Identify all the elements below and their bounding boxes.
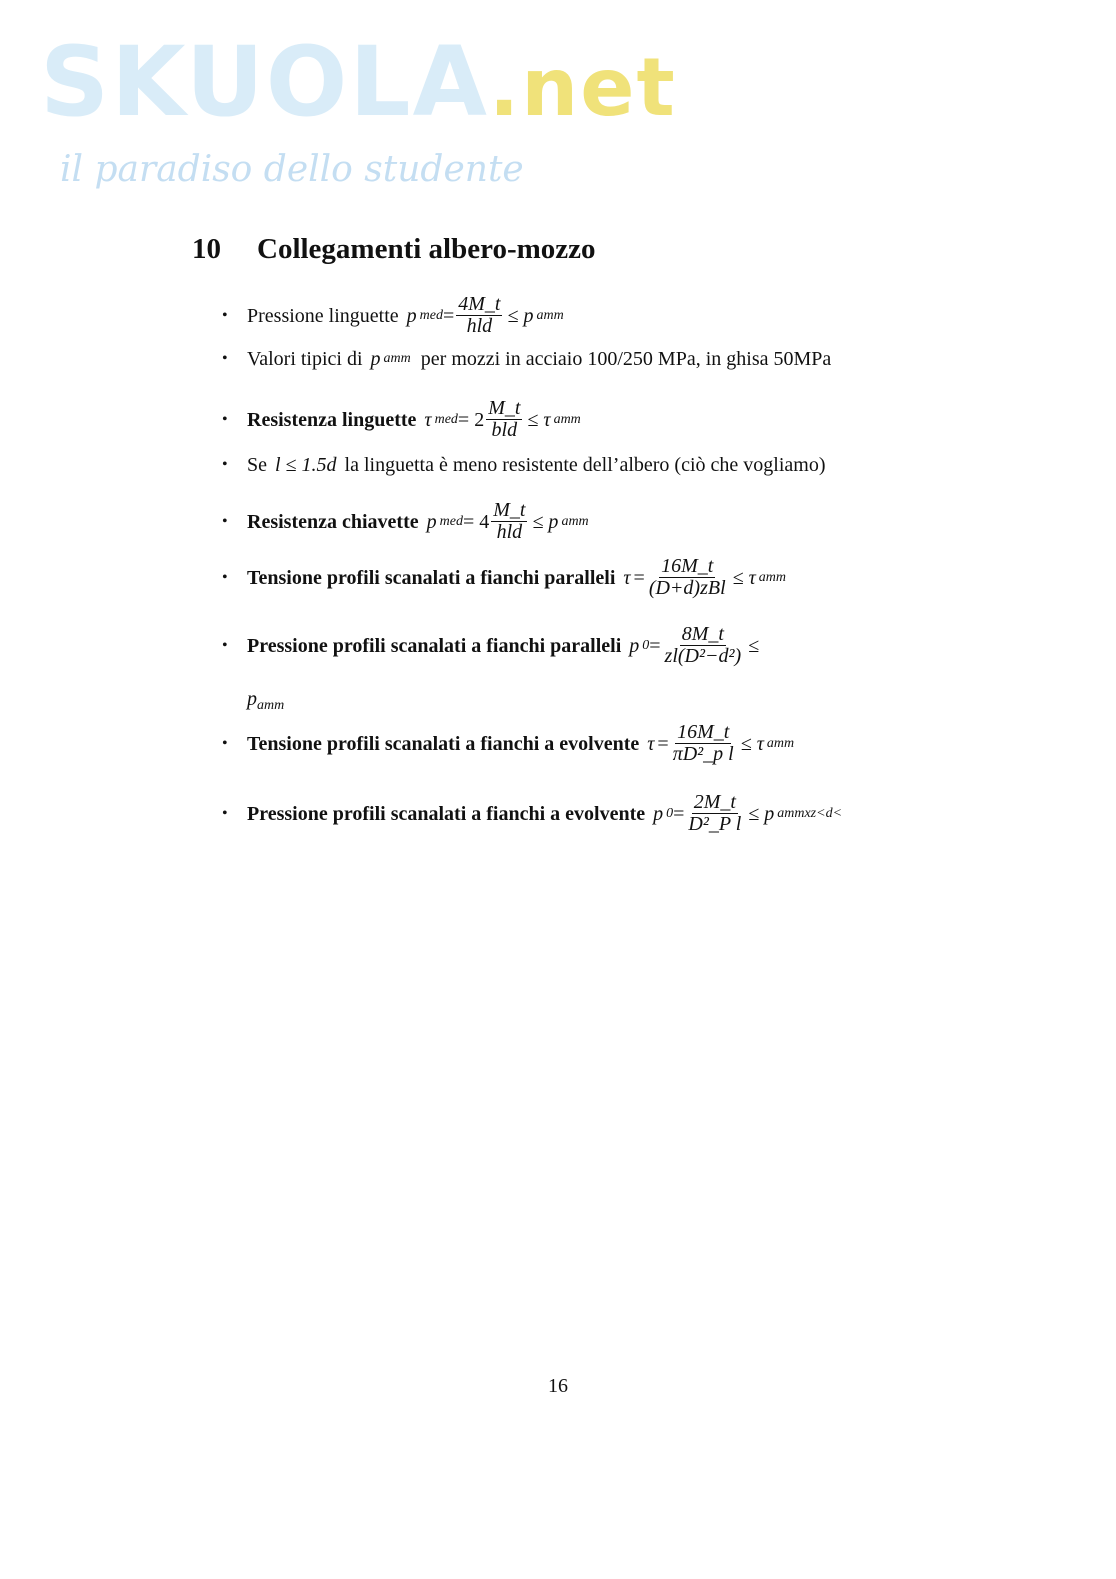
bullet-icon: • xyxy=(222,804,228,822)
math-subscript: amm xyxy=(257,698,285,713)
fraction-numerator: 16M_t xyxy=(677,721,730,743)
bullet-icon: • xyxy=(222,512,228,530)
bullet-icon: • xyxy=(222,350,228,368)
item-label: Resistenza linguette xyxy=(247,408,417,431)
line-continuation xyxy=(247,688,284,713)
math-subscript: amm xyxy=(561,513,589,529)
math-symbol: p xyxy=(370,348,381,370)
bullet-icon: • xyxy=(222,734,228,752)
math-lhs: τ xyxy=(623,566,631,589)
fraction-numerator: 16M_t xyxy=(661,555,714,577)
math-operator: = 4 xyxy=(462,510,490,533)
item-label: Valori tipici di xyxy=(247,348,363,370)
math-operator: = xyxy=(633,566,645,589)
list-item xyxy=(222,792,842,835)
list-item xyxy=(222,294,564,337)
fraction-denominator: hld xyxy=(496,521,523,543)
math-subscript: med xyxy=(439,513,463,529)
math-operator: = xyxy=(657,732,669,755)
math-rhs: ≤ p xyxy=(507,304,534,327)
math-fraction xyxy=(456,294,502,337)
math-fraction xyxy=(491,500,527,543)
item-label: Pressione linguette xyxy=(247,304,399,327)
list-item xyxy=(222,500,589,543)
watermark-tld: .net xyxy=(488,41,677,134)
item-label: Pressione profili scanalati a fianchi paralleli xyxy=(247,634,622,657)
math-operator: = xyxy=(673,802,685,825)
page-number: 16 xyxy=(548,1375,568,1397)
math-subscript: amm xyxy=(383,351,411,367)
section-number: 10 xyxy=(192,233,221,265)
math-subscript: med xyxy=(419,307,443,323)
bullet-icon: • xyxy=(222,306,228,324)
math-lhs: p xyxy=(426,510,437,533)
fraction-denominator: (D+d)zBl xyxy=(648,577,726,599)
math-lhs: p xyxy=(629,634,640,657)
math-subscript: 0 xyxy=(666,805,674,821)
item-label: Pressione profili scanalati a fianchi a evolvente xyxy=(247,802,646,825)
fraction-denominator: hld xyxy=(466,315,493,337)
math-rhs: ≤ τ xyxy=(740,732,764,755)
math-subscript: amm xyxy=(553,411,581,427)
section-heading xyxy=(192,232,596,267)
fraction-numerator: 4M_t xyxy=(458,293,501,315)
bullet-icon: • xyxy=(222,410,228,428)
list-item xyxy=(222,454,825,476)
watermark-tagline: il paradiso dello studente xyxy=(60,149,524,190)
fraction-numerator: 8M_t xyxy=(681,623,724,645)
math-fraction xyxy=(671,722,736,765)
list-item xyxy=(222,722,794,765)
math-subscript: ammxz<d< xyxy=(777,805,843,821)
item-label: Tensione profili scanalati a fianchi a evolvente xyxy=(247,732,640,755)
fraction-denominator: bld xyxy=(491,419,518,441)
math-subscript: 0 xyxy=(642,637,650,653)
math-lhs: p xyxy=(406,304,417,327)
bullet-icon: • xyxy=(222,456,228,474)
watermark-brand: SKUOLA xyxy=(40,26,489,138)
fraction-denominator: πD²_p l xyxy=(672,743,734,765)
math-subscript: amm xyxy=(766,735,795,751)
fraction-denominator: D²_P l xyxy=(688,813,742,835)
math-subscript: med xyxy=(434,411,458,427)
math-fraction xyxy=(647,556,728,599)
math-fraction xyxy=(486,398,522,441)
math-lhs: p xyxy=(653,802,664,825)
math-symbol: p xyxy=(247,688,257,710)
bullet-icon: • xyxy=(222,636,228,654)
item-label: Resistenza chiavette xyxy=(247,510,419,533)
math-rhs: ≤ xyxy=(748,634,760,657)
list-item xyxy=(222,398,581,441)
math-rhs: ≤ p xyxy=(532,510,559,533)
math-rhs: ≤ τ xyxy=(527,408,551,431)
math-rhs: ≤ τ xyxy=(732,566,756,589)
math-operator: = 2 xyxy=(457,408,485,431)
item-text: per mozzi in acciaio 100/250 MPa, in ghisa 50MPa xyxy=(420,348,832,370)
list-item xyxy=(222,348,831,370)
item-label: Tensione profili scanalati a fianchi paralleli xyxy=(247,566,616,589)
math-fraction xyxy=(663,624,744,667)
math-lhs: τ xyxy=(647,732,655,755)
math-expression: l ≤ 1.5d xyxy=(275,454,337,476)
list-item xyxy=(222,556,786,599)
section-title: Collegamenti albero-mozzo xyxy=(257,233,596,265)
math-subscript: amm xyxy=(758,569,787,585)
math-lhs: τ xyxy=(424,408,432,431)
math-fraction xyxy=(686,792,743,835)
watermark-logo xyxy=(40,26,677,138)
fraction-denominator: zl(D²−d²) xyxy=(664,645,742,667)
item-label: Se xyxy=(247,454,267,476)
fraction-numerator: M_t xyxy=(488,397,521,419)
list-item xyxy=(222,624,762,667)
math-operator: = xyxy=(442,304,455,327)
bullet-icon: • xyxy=(222,568,228,586)
math-operator: = xyxy=(649,634,661,657)
item-text: la linguetta è meno resistente dell’albero (ciò che vogliamo) xyxy=(344,454,826,476)
math-rhs: ≤ p xyxy=(748,802,775,825)
math-subscript: amm xyxy=(536,307,564,323)
fraction-numerator: 2M_t xyxy=(693,791,736,813)
fraction-numerator: M_t xyxy=(493,499,526,521)
